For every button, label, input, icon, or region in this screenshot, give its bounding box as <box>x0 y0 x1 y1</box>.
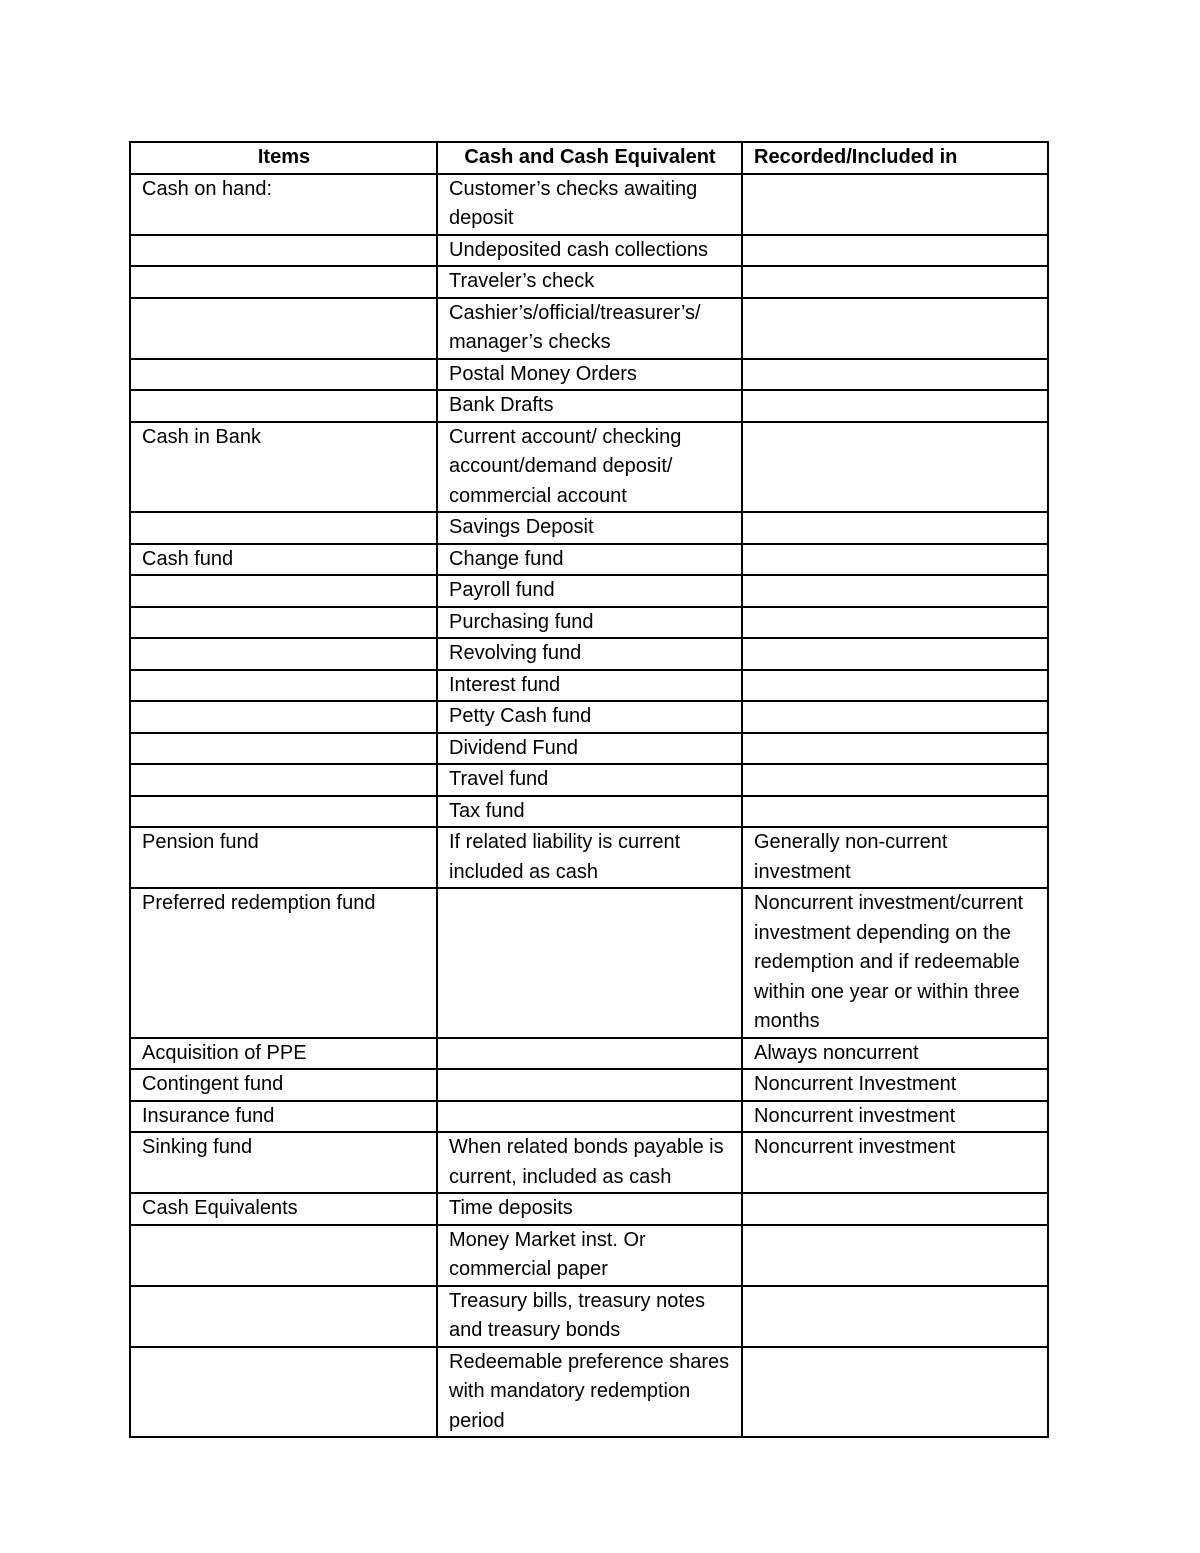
table-row <box>130 298 1048 359</box>
table-row <box>130 1101 1048 1133</box>
cell-recorded <box>742 235 1048 267</box>
table-row <box>130 764 1048 796</box>
table-row <box>130 1193 1048 1225</box>
table-row <box>130 575 1048 607</box>
cell-item <box>130 575 437 607</box>
cell-recorded <box>742 1193 1048 1225</box>
cell-equivalent: Traveler’s check <box>437 266 742 298</box>
cell-item <box>130 733 437 765</box>
cell-equivalent: When related bonds payable is current, included as cash <box>437 1132 742 1193</box>
cell-equivalent: Dividend Fund <box>437 733 742 765</box>
cell-recorded: Noncurrent investment <box>742 1132 1048 1193</box>
header-recorded-included: Recorded/Included in <box>742 142 1048 174</box>
cell-recorded <box>742 1286 1048 1347</box>
cell-equivalent: Redeemable preference shares with mandatory redemption period <box>437 1347 742 1438</box>
table-row <box>130 359 1048 391</box>
cell-recorded <box>742 764 1048 796</box>
cell-recorded <box>742 638 1048 670</box>
cell-equivalent: Travel fund <box>437 764 742 796</box>
cell-recorded: Noncurrent investment <box>742 1101 1048 1133</box>
cell-equivalent: Purchasing fund <box>437 607 742 639</box>
cell-recorded <box>742 607 1048 639</box>
cell-item <box>130 764 437 796</box>
cell-item <box>130 266 437 298</box>
cell-item <box>130 1225 437 1286</box>
cell-item <box>130 359 437 391</box>
table-row <box>130 888 1048 1038</box>
cell-recorded <box>742 1225 1048 1286</box>
table-row <box>130 1286 1048 1347</box>
cell-item <box>130 1347 437 1438</box>
cell-item <box>130 390 437 422</box>
cell-item <box>130 235 437 267</box>
cell-equivalent: Savings Deposit <box>437 512 742 544</box>
cell-item <box>130 638 437 670</box>
cell-item: Cash on hand: <box>130 174 437 235</box>
cell-equivalent: Revolving fund <box>437 638 742 670</box>
cash-equivalents-table <box>129 141 1049 1438</box>
cell-item <box>130 1286 437 1347</box>
cell-item <box>130 701 437 733</box>
cell-recorded <box>742 512 1048 544</box>
table-row <box>130 235 1048 267</box>
table-row <box>130 1069 1048 1101</box>
cell-equivalent: Tax fund <box>437 796 742 828</box>
cell-recorded <box>742 796 1048 828</box>
cell-equivalent: Postal Money Orders <box>437 359 742 391</box>
cell-item: Cash in Bank <box>130 422 437 513</box>
cell-item: Acquisition of PPE <box>130 1038 437 1070</box>
cell-item: Cash fund <box>130 544 437 576</box>
cell-recorded <box>742 575 1048 607</box>
cell-equivalent: Undeposited cash collections <box>437 235 742 267</box>
cell-equivalent: Current account/ checking account/demand deposit/ commercial account <box>437 422 742 513</box>
cell-recorded: Always noncurrent <box>742 1038 1048 1070</box>
cell-equivalent: Customer’s checks awaiting deposit <box>437 174 742 235</box>
cell-equivalent: If related liability is current included as cash <box>437 827 742 888</box>
cell-equivalent: Cashier’s/official/treasurer’s/ manager’s checks <box>437 298 742 359</box>
table-row <box>130 266 1048 298</box>
cell-item <box>130 298 437 359</box>
cell-recorded <box>742 390 1048 422</box>
table-header-row <box>130 142 1048 174</box>
cell-item <box>130 607 437 639</box>
table-row <box>130 796 1048 828</box>
table-row <box>130 1225 1048 1286</box>
header-items: Items <box>130 142 437 174</box>
cell-recorded <box>742 670 1048 702</box>
table-row <box>130 733 1048 765</box>
table-row <box>130 607 1048 639</box>
header-cash-equivalent: Cash and Cash Equivalent <box>437 142 742 174</box>
cell-item <box>130 670 437 702</box>
cell-item: Pension fund <box>130 827 437 888</box>
cell-recorded <box>742 298 1048 359</box>
cell-recorded: Noncurrent Investment <box>742 1069 1048 1101</box>
cell-equivalent <box>437 1101 742 1133</box>
cell-recorded <box>742 266 1048 298</box>
cell-recorded <box>742 422 1048 513</box>
table-row <box>130 701 1048 733</box>
table-row <box>130 1038 1048 1070</box>
cell-item <box>130 796 437 828</box>
cell-item: Cash Equivalents <box>130 1193 437 1225</box>
cell-recorded <box>742 359 1048 391</box>
table-row <box>130 1347 1048 1438</box>
cell-recorded <box>742 733 1048 765</box>
cell-recorded <box>742 1347 1048 1438</box>
table-row <box>130 1132 1048 1193</box>
cell-equivalent: Change fund <box>437 544 742 576</box>
table-row <box>130 422 1048 513</box>
cell-equivalent <box>437 1069 742 1101</box>
table-row <box>130 174 1048 235</box>
cell-equivalent <box>437 888 742 1038</box>
cell-recorded <box>742 544 1048 576</box>
cell-recorded <box>742 174 1048 235</box>
cell-item: Contingent fund <box>130 1069 437 1101</box>
cell-equivalent <box>437 1038 742 1070</box>
cell-recorded <box>742 701 1048 733</box>
table-row <box>130 390 1048 422</box>
table-row <box>130 638 1048 670</box>
cell-equivalent: Petty Cash fund <box>437 701 742 733</box>
table-row <box>130 670 1048 702</box>
cell-recorded: Noncurrent investment/current investment depending on the redemption and if redeemable within one year or within three months <box>742 888 1048 1038</box>
cell-equivalent: Time deposits <box>437 1193 742 1225</box>
cell-item <box>130 512 437 544</box>
cell-item: Insurance fund <box>130 1101 437 1133</box>
table-row <box>130 827 1048 888</box>
cell-recorded: Generally non-current investment <box>742 827 1048 888</box>
table-row <box>130 512 1048 544</box>
cell-item: Sinking fund <box>130 1132 437 1193</box>
cell-equivalent: Money Market inst. Or commercial paper <box>437 1225 742 1286</box>
cell-equivalent: Interest fund <box>437 670 742 702</box>
cell-equivalent: Bank Drafts <box>437 390 742 422</box>
cell-item: Preferred redemption fund <box>130 888 437 1038</box>
cell-equivalent: Payroll fund <box>437 575 742 607</box>
table-row <box>130 544 1048 576</box>
cell-equivalent: Treasury bills, treasury notes and treasury bonds <box>437 1286 742 1347</box>
